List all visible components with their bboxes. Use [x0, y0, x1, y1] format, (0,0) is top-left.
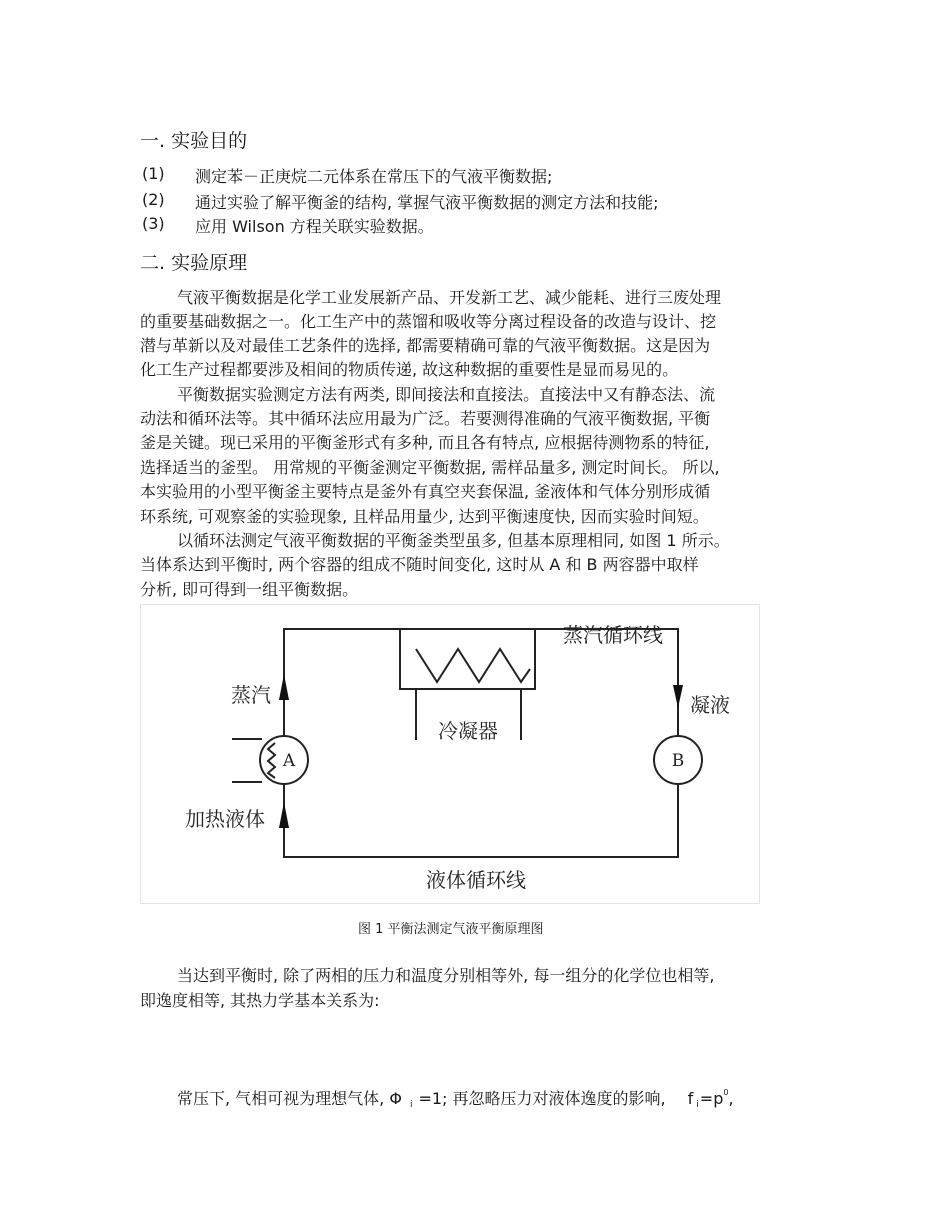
vapor-loop-line — [284, 629, 400, 833]
paragraph-line: 釜是关键。现已采用的平衡釜形式有多种, 而且各有特点, 应根据待测物系的特征, — [140, 433, 710, 452]
paragraph-line: 当达到平衡时, 除了两相的压力和温度分别相等外, 每一组分的化学位也相等, — [177, 966, 715, 985]
condensate-arrow-icon — [673, 685, 683, 708]
paragraph-line: 的重要基础数据之一。化工生产中的蒸馏和吸收等分离过程设备的改造与设计、挖 — [140, 312, 717, 331]
paragraph-line: 化工生产过程都要涉及相间的物质传递, 故这种数据的重要性是显而易见的。 — [140, 360, 679, 379]
heated-liquid-label: 加热液体 — [185, 807, 265, 831]
liquid-loop-label: 液体循环线 — [426, 868, 526, 892]
objective-item: 通过实验了解平衡釜的结构, 掌握气液平衡数据的测定方法和技能; — [195, 193, 659, 212]
text-segment: =p — [699, 1089, 724, 1108]
paragraph-line: 即逸度相等, 其热力学基本关系为: — [140, 991, 380, 1010]
paragraph-line: 分析, 即可得到一组平衡数据。 — [140, 580, 359, 599]
text-segment: 常压下, 气相可视为理想气体, Φ — [177, 1089, 402, 1108]
paragraph-line: 潜与革新以及对最佳工艺条件的选择, 都需要精确可靠的气液平衡数据。这是因为 — [140, 336, 711, 355]
paragraph-line: 选择适当的釜型。 用常规的平衡釜测定平衡数据, 需样品量多, 测定时间长。 所以, — [140, 458, 720, 477]
paragraph-line: 本实验用的小型平衡釜主要特点是釜外有真空夹套保温, 釜液体和气体分别形成循 — [140, 482, 711, 501]
objective-item-number: (2) — [142, 190, 165, 209]
liquid-loop-line — [284, 782, 678, 857]
paragraph-line-with-formula — [177, 1086, 734, 1110]
condenser-label: 冷凝器 — [438, 719, 498, 743]
section-heading-objectives: 一. 实验目的 — [140, 130, 248, 152]
fugacity-symbol: f — [687, 1089, 694, 1108]
text-segment: , — [728, 1089, 734, 1108]
vessel-a-label: A — [282, 751, 296, 771]
subscript: i — [409, 1100, 413, 1110]
vessel-b-label: B — [671, 751, 685, 771]
vapor-label: 蒸汽 — [231, 683, 271, 707]
figure-caption: 图 1 平衡法测定气液平衡原理图 — [358, 922, 544, 937]
superscript: 0 — [723, 1088, 729, 1097]
equilibrium-principle-diagram — [140, 604, 760, 904]
vapor-arrow-icon — [279, 674, 289, 700]
paragraph-line: 环系统, 可观察釜的实验现象, 且样品用量少, 达到平衡速度快, 因而实验时间短。 — [140, 507, 709, 526]
vapor-loop-label: 蒸汽循环线 — [563, 623, 663, 647]
paragraph-line: 以循环法测定气液平衡数据的平衡釜类型虽多, 但基本原理相同, 如图 1 所示。 — [177, 531, 730, 550]
objective-item: 测定苯－正庚烷二元体系在常压下的气液平衡数据; — [195, 167, 553, 186]
condensate-label: 凝液 — [690, 693, 730, 717]
objective-item-number: (1) — [142, 164, 165, 183]
paragraph-line: 平衡数据实验测定方法有两类, 即间接法和直接法。直接法中又有静态法、流 — [177, 385, 716, 404]
paragraph-line: 气液平衡数据是化学工业发展新产品、开发新工艺、减少能耗、进行三废处理 — [177, 288, 722, 307]
paragraph-line: 动法和循环法等。其中循环法应用最为广泛。若要测得准确的气液平衡数据, 平衡 — [140, 409, 711, 428]
objective-item: 应用 Wilson 方程关联实验数据。 — [195, 217, 434, 236]
heated-liquid-arrow-icon — [279, 802, 289, 828]
paragraph-line: 当体系达到平衡时, 两个容器的组成不随时间变化, 这时从 A 和 B 两容器中取样 — [140, 555, 699, 574]
section-heading-principle: 二. 实验原理 — [140, 252, 248, 274]
text-segment: =1; 再忽略压力对液体逸度的影响, — [418, 1089, 666, 1108]
objective-item-number: (3) — [142, 214, 165, 233]
subscript: i — [696, 1100, 699, 1110]
